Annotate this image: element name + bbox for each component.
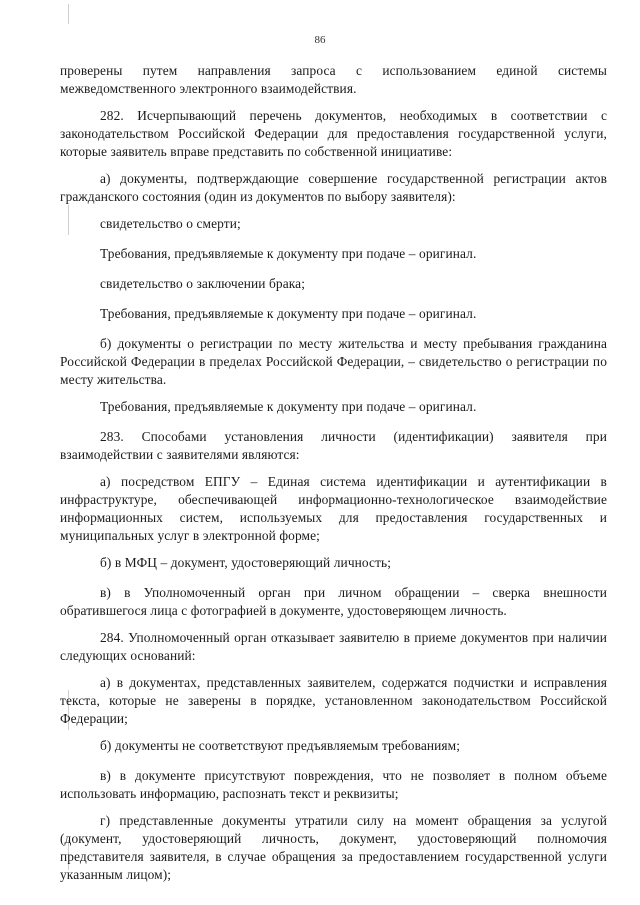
paragraph-284: 284. Уполномоченный орган отказывает заявителю в приеме документов при наличии следующих оснований: [60,630,607,663]
paragraph-284-b: б) документы не соответствуют предъявляемым требованиям; [100,738,461,753]
list-item-marriage-certificate: свидетельство о заключении брака; [100,276,306,291]
document-body [60,62,607,893]
paragraph-284-c: в) в документе присутствуют повреждения, что не позволяет в полном объеме использовать информацию, распознать текст и реквизиты; [60,768,607,801]
paragraph-282: 282. Исчерпывающий перечень документов, необходимых в соответствии с законодательством Российской Федерации для предоставления государственной услуги, которые заявитель вправе представить по собственной инициативе: [60,108,607,159]
requirement-original-2: Требования, предъявляемые к документу при подаче – оригинал. [100,306,477,321]
paragraph-continuation: проверены путем направления запроса с использованием единой системы межведомственного электронного взаимодействия. [60,63,607,96]
requirement-original-1: Требования, предъявляемые к документу при подаче – оригинал. [100,246,477,261]
paragraph-283: 283. Способами установления личности (идентификации) заявителя при взаимодействии с заявителями являются: [60,429,607,462]
paragraph-283-a: а) посредством ЕПГУ – Единая система идентификации и аутентификации в инфраструктуре, обеспечивающей информационно-технологическое взаимодействие информационных систем, используемых для предоставления государственных и муниципальных услуг в электронной форме; [60,474,607,543]
list-item-death-certificate: свидетельство о смерти; [100,216,241,231]
paragraph-282-b: б) документы о регистрации по месту жительства и месту пребывания гражданина Российской Федерации в пределах Российской Федерации, – свидетельство о регистрации по месту жительства. [60,336,607,387]
page-number: 86 [314,34,326,46]
paragraph-284-d: г) представленные документы утратили силу на момент обращения за услугой (документ, удостоверяющий личность, документ, удостоверяющий полномочия представителя заявителя, в случае обращения за предоставлением государственной услуги указанным лицом); [60,813,607,882]
requirement-original-3: Требования, предъявляемые к документу при подаче – оригинал. [100,399,477,414]
paragraph-283-b: б) в МФЦ – документ, удостоверяющий личность; [100,555,392,570]
paragraph-282-a: а) документы, подтверждающие совершение государственной регистрации актов гражданского состояния (один из документов по выбору заявителя): [60,171,607,204]
paragraph-284-a: а) в документах, представленных заявителем, содержатся подчистки и исправления текста, которые не заверены в порядке, установленном законодательством Российской Федерации; [60,675,607,726]
paragraph-283-c: в) в Уполномоченный орган при личном обращении – сверка внешности обратившегося лица с фотографией в документе, удостоверяющем личность. [60,585,607,618]
scan-artifact [68,4,69,24]
